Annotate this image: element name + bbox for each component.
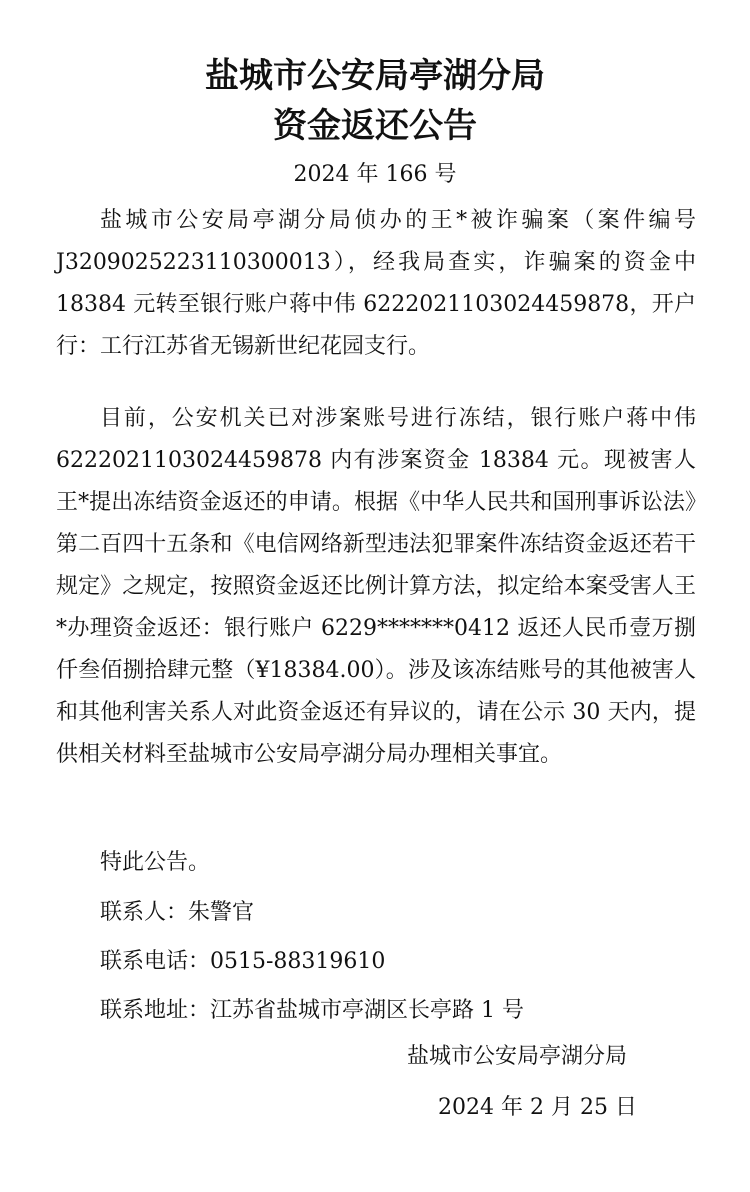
notice-title: 资金返还公告 — [273, 106, 477, 146]
issue-date: 2024 年 2 月 25 日 — [438, 1095, 637, 1120]
issuer-signature: 盐城市公安局亭湖分局 — [407, 1044, 628, 1069]
closing-statement: 特此公告。 — [100, 850, 211, 875]
contact-address: 联系地址：江苏省盐城市亭湖区长亭路 1 号 — [100, 998, 524, 1023]
refund-paragraph: 目前，公安机关已对涉案账号进行冻结，银行账户蒋中伟6222021103024459878 内有涉案资金 18384 元。现被害人王*提出冻结资金返还的申请。根据《中华人民共和国刑事诉讼法》第二百四十五条和《电信网络新型违法犯罪案件冻结资金返还若干规定》之规定，按照资金返还比例计算方法，拟定给本案受害人王*办理资金返还：银行账户 6229*******0412 返还人民币壹万捌仟叁佰捌拾肆元整（¥18384.00）。涉及该冻结账号的其他被害人和其他利害关系人对此资金返还有异议的，请在公示 30 天内，提供相关材料至盐城市公安局亭湖分局办理相关事宜。 — [56, 406, 696, 767]
case-paragraph: 盐城市公安局亭湖分局侦办的王*被诈骗案（案件编号J3209025223110300013），经我局查实，诈骗案的资金中 18384 元转至银行账户蒋中伟 6222021103024459878，开户行：工行江苏省无锡新世纪花园支行。 — [56, 208, 696, 359]
contact-phone: 联系电话：0515-88319610 — [100, 949, 386, 974]
contact-person: 联系人：朱警官 — [100, 900, 255, 925]
notice-title-issuer: 盐城市公安局亭湖分局 — [205, 56, 545, 96]
document-number: 2024 年 166 号 — [293, 162, 457, 187]
